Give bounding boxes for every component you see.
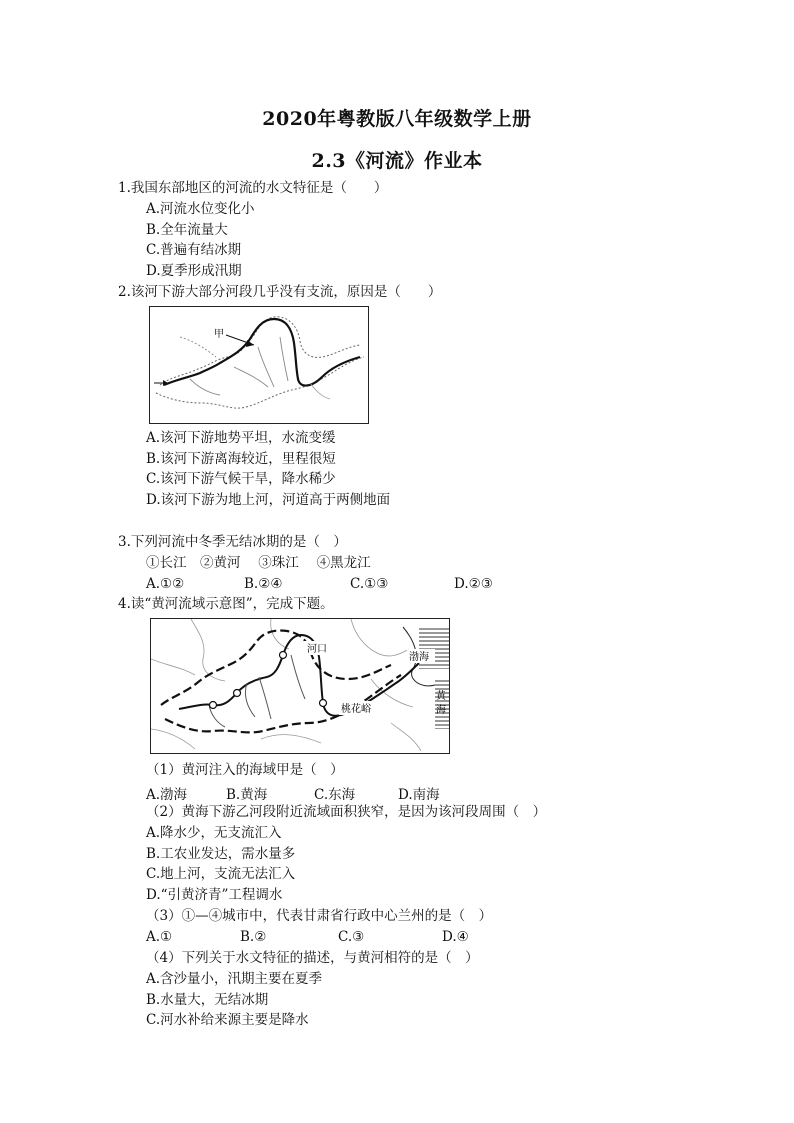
q4-sub3-option-d: D.④	[442, 929, 469, 945]
q3-option-a: A.①②	[146, 576, 185, 592]
q4-sub1-option-b: B.黄海	[226, 787, 268, 803]
q4-sub1-option-c: C.东海	[314, 787, 356, 803]
map-label-hai: 海	[436, 705, 446, 716]
q2-option-d: D.该河下游为地上河，河道高于两侧地面	[146, 492, 391, 508]
document-title: 2020年粤教版八年级数学上册	[262, 108, 532, 130]
q2-option-b: B.该河下游离海较近，里程很短	[146, 451, 336, 467]
q1-option-a: A.河流水位变化小	[146, 201, 255, 217]
q3-option-d: D.②③	[454, 576, 493, 592]
q4-sub4-option-b: B.水量大，无结冰期	[146, 992, 269, 1008]
q4-sub1-stem: （1）黄河注入的海域甲是（ ）	[146, 762, 344, 778]
q1-stem: 1.我国东部地区的河流的水文特征是（ ）	[118, 180, 388, 196]
q2-stem: 2.该河下游大部分河段几乎没有支流，原因是（ ）	[118, 284, 442, 300]
q2-option-a: A.该河下游地势平坦，水流变缓	[146, 430, 336, 446]
map-label-bohai: 渤海	[409, 652, 429, 663]
q4-sub3-option-a: A.①	[146, 929, 173, 945]
q4-sub3-option-c: C.③	[338, 929, 365, 945]
yellow-river-basin-map	[150, 618, 450, 754]
q1-option-c: C.普遍有结冰期	[146, 242, 242, 258]
q4-stem: 4.读“黄河流域示意图”，完成下题。	[118, 596, 334, 612]
q4-sub2-option-b: B.工农业发达，需水量多	[146, 846, 296, 862]
map1-label-jia: 甲	[214, 329, 224, 340]
q1-option-d: D.夏季形成汛期	[146, 263, 242, 279]
q4-sub2-stem: （2）黄海下游乙河段附近流域面积狭窄，是因为该河段周围（ ）	[146, 804, 547, 820]
q4-sub4-option-c: C.河水补给来源主要是降水	[146, 1012, 309, 1028]
yellow-river-basin-drawing	[151, 619, 449, 753]
q4-sub1-option-d: D.南海	[398, 787, 440, 803]
q3-rivers: ①长江 ②黄河 ③珠江 ④黑龙江	[146, 555, 371, 571]
q4-sub2-option-d: D.“引黄济青”工程调水	[146, 887, 283, 903]
q4-sub1-option-a: A.渤海	[146, 787, 188, 803]
q3-stem: 3.下列河流中冬季无结冰期的是（ ）	[118, 534, 347, 550]
q4-sub3-option-b: B.②	[240, 929, 267, 945]
q3-option-b: B.②④	[244, 576, 283, 592]
map-label-hekou: 河口	[307, 644, 327, 655]
q4-sub2-option-a: A.降水少，无支流汇入	[146, 825, 282, 841]
document-subtitle: 2.3《河流》作业本	[311, 150, 483, 172]
river-map-1-drawing	[150, 307, 368, 423]
map-label-taohuayu: 桃花峪	[341, 704, 371, 715]
q4-sub4-option-a: A.含沙量小，汛期主要在夏季	[146, 971, 323, 987]
q4-sub3-stem: （3）①—④城市中，代表甘肃省行政中心兰州的是（ ）	[146, 908, 493, 924]
q4-sub4-stem: （4）下列关于水文特征的描述，与黄河相符的是（ ）	[146, 950, 479, 966]
q2-option-c: C.该河下游气候干旱，降水稀少	[146, 471, 336, 487]
map-label-huang: 黄	[436, 691, 446, 702]
q4-sub2-option-c: C.地上河，支流无法汇入	[146, 866, 296, 882]
q3-option-c: C.①③	[350, 576, 389, 592]
q1-option-b: B.全年流量大	[146, 222, 228, 238]
river-map-1	[149, 306, 369, 424]
